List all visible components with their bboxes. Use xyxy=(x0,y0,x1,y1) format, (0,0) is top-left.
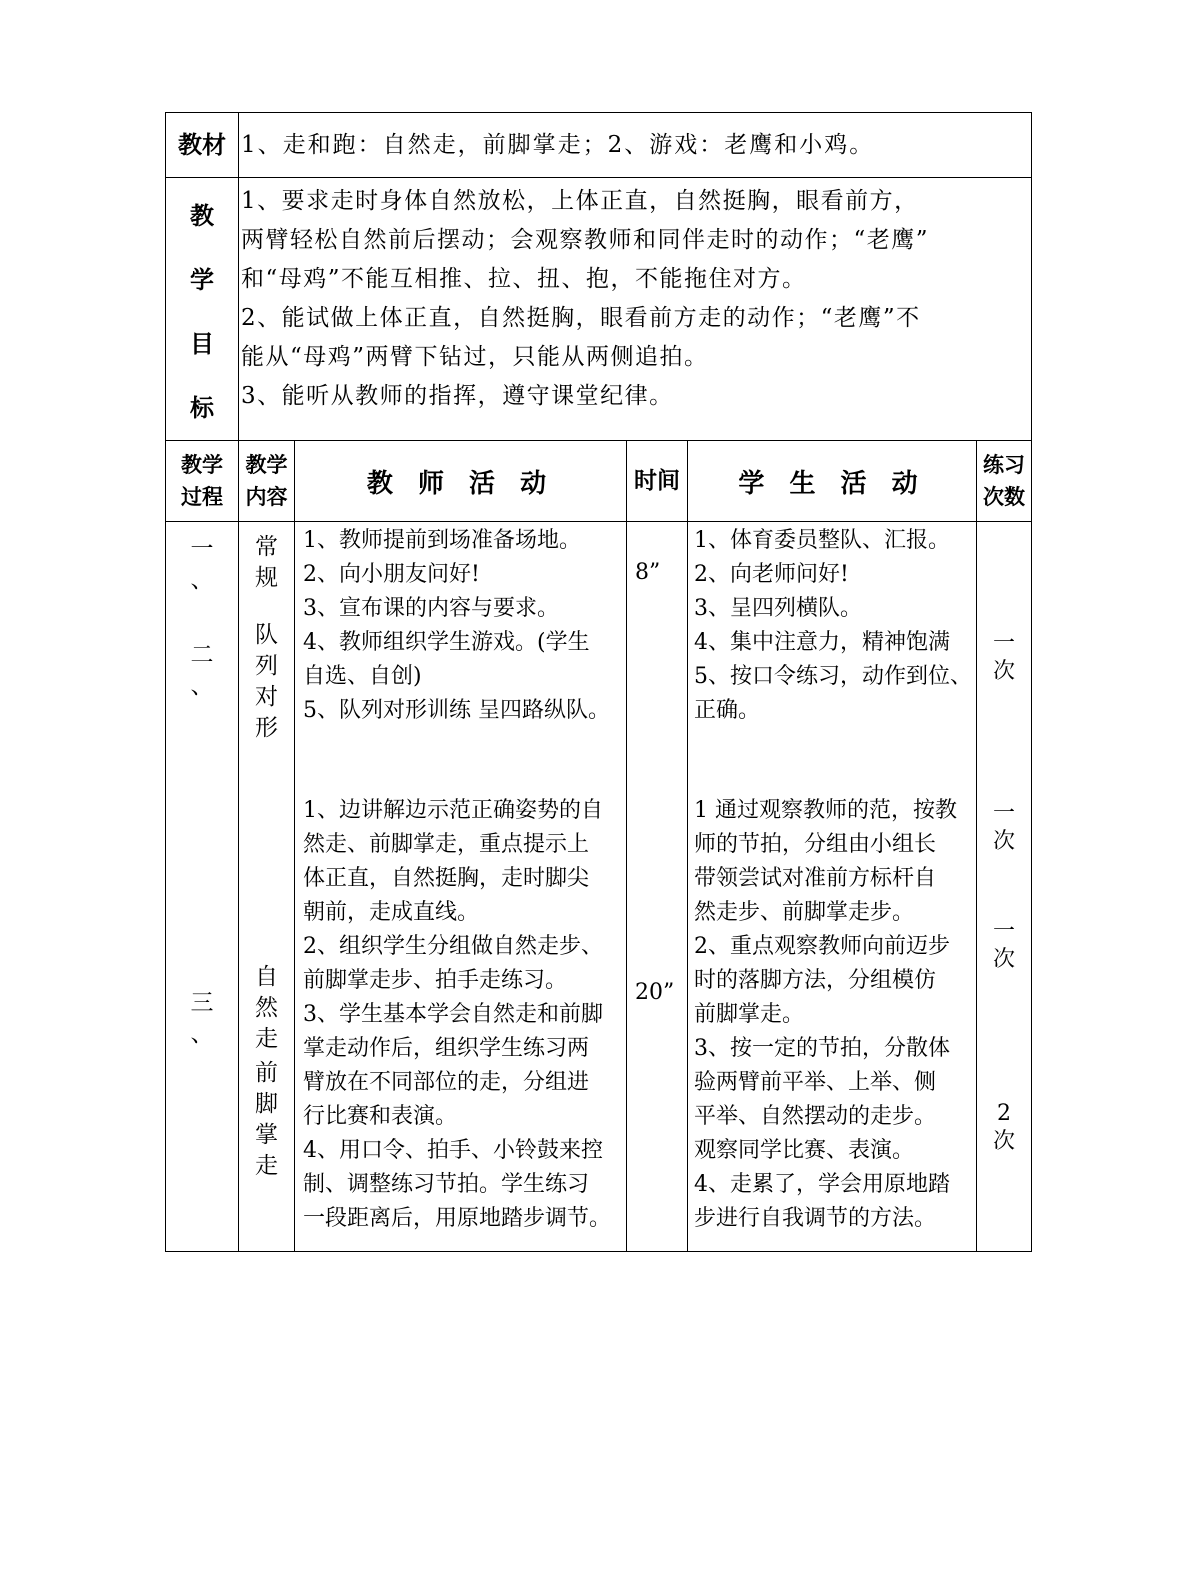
teacher-line: 2、向小朋友问好! xyxy=(303,562,480,587)
practice-char: 次 xyxy=(993,829,1016,854)
content-char: 自 xyxy=(255,964,278,990)
student-line: 2、向老师问好! xyxy=(694,562,849,587)
teacher-line: 4、用口令、拍手、小铃鼓来控 xyxy=(303,1138,603,1163)
stage-char: 一 xyxy=(190,536,214,562)
student-line: 验两臂前平举、上举、侧 xyxy=(694,1070,937,1095)
process-stages-cell xyxy=(166,522,239,1252)
header-text: 内容 xyxy=(245,485,288,509)
header-student-activity: 学 生 活 动 xyxy=(688,441,977,522)
teacher-line: 臂放在不同部位的走，分组进 xyxy=(303,1070,590,1095)
practice-char: 次 xyxy=(993,1129,1016,1154)
goal-line: 3、能听从教师的指挥，遵守课堂纪律。 xyxy=(241,383,674,409)
content-routine xyxy=(239,532,294,594)
teacher-line: 体正直，自然挺胸，走时脚尖 xyxy=(303,866,590,891)
practice-char: 2 xyxy=(997,1101,1012,1126)
content-char: 前 xyxy=(255,1060,278,1086)
stage-char: 、 xyxy=(190,673,214,699)
student-line: 然走步、前脚掌走步。 xyxy=(694,900,915,925)
time-cell xyxy=(627,522,688,1252)
time-value-2: 20” xyxy=(635,980,675,1005)
teaching-material-content: 1、走和跑：自然走，前脚掌走；2、游戏：老鹰和小鸡。 xyxy=(239,113,1032,178)
lesson-plan-table xyxy=(165,112,1032,1252)
teacher-line: 朝前，走成直线。 xyxy=(303,900,480,925)
header-teacher-activity: 教 师 活 动 xyxy=(295,441,627,522)
goal-line: 1、要求走时身体自然放松，上体正直，自然挺胸，眼看前方， xyxy=(241,188,919,214)
student-line: 正确。 xyxy=(694,698,761,723)
student-line: 3、呈四列横队。 xyxy=(694,596,862,621)
teacher-line: 1、教师提前到场准备场地。 xyxy=(303,528,581,553)
practice-char: 一 xyxy=(993,919,1016,944)
teacher-line: 掌走动作后，组织学生练习两 xyxy=(303,1036,590,1061)
teaching-material-row xyxy=(166,113,1032,178)
teaching-goals-content xyxy=(239,178,1032,441)
goal-label-char: 教 xyxy=(190,202,214,230)
content-char: 走 xyxy=(255,1153,278,1179)
student-line: 4、集中注意力，精神饱满 xyxy=(694,630,950,655)
practice-char: 次 xyxy=(993,947,1016,972)
practice-count-4 xyxy=(977,1100,1031,1156)
header-practice-count xyxy=(977,441,1032,522)
content-char: 列 xyxy=(255,653,278,679)
teaching-goals-label xyxy=(166,178,239,441)
content-char: 形 xyxy=(255,715,278,741)
content-char: 队 xyxy=(255,622,278,648)
stage-three xyxy=(166,988,238,1050)
teacher-line: 一段距离后，用原地踏步调节。 xyxy=(303,1206,612,1231)
header-teaching-process xyxy=(166,441,239,522)
teacher-activity-cell xyxy=(295,522,627,1252)
teacher-line: 行比赛和表演。 xyxy=(303,1104,458,1129)
goal-line: 能从“母鸡”两臂下钻过，只能从两侧追拍。 xyxy=(241,344,709,370)
student-line: 3、按一定的节拍，分散体 xyxy=(694,1036,950,1061)
student-line: 2、重点观察教师向前迈步 xyxy=(694,934,950,959)
student-line: 5、按口令练习，动作到位、 xyxy=(694,664,972,689)
teacher-line: 然走、前脚掌走，重点提示上 xyxy=(303,832,590,857)
content-char: 规 xyxy=(255,565,278,591)
stage-char: 三 xyxy=(190,990,214,1016)
goal-label-char: 标 xyxy=(190,394,214,422)
content-formation xyxy=(239,620,294,744)
stage-char: 、 xyxy=(190,1021,214,1047)
goal-line: 2、能试做上体正直，自然挺胸，眼看前方走的动作；“老鹰”不 xyxy=(241,305,921,331)
stage-char: 二 xyxy=(190,642,214,668)
header-text: 练习 xyxy=(983,453,1026,477)
content-char: 走 xyxy=(255,1026,278,1052)
teacher-line: 2、组织学生分组做自然走步、 xyxy=(303,934,603,959)
content-char: 对 xyxy=(255,684,278,710)
process-header-row xyxy=(166,441,1032,522)
header-text: 过程 xyxy=(181,485,223,509)
header-text: 教学 xyxy=(245,453,288,477)
teacher-line: 3、宣布课的内容与要求。 xyxy=(303,596,559,621)
practice-char: 次 xyxy=(993,659,1016,684)
student-line: 4、走累了，学会用原地踏 xyxy=(694,1172,950,1197)
content-forefoot-walk xyxy=(239,1058,294,1182)
student-line: 步进行自我调节的方法。 xyxy=(694,1206,937,1231)
practice-count-2 xyxy=(977,800,1031,856)
goal-line: 两臂轻松自然前后摆动；会观察教师和同伴走时的动作；“老鹰” xyxy=(241,227,930,253)
content-natural-walk xyxy=(239,962,294,1055)
student-line: 带领尝试对准前方标杆自 xyxy=(694,866,937,891)
practice-count-1 xyxy=(977,630,1031,686)
teacher-line: 5、队列对形训练 呈四路纵队。 xyxy=(303,698,610,723)
teacher-line: 制、调整练习节拍。学生练习 xyxy=(303,1172,590,1197)
content-char: 然 xyxy=(255,995,278,1021)
teaching-goals-row xyxy=(166,178,1032,441)
teaching-material-label: 教材 xyxy=(166,113,239,178)
goal-label-char: 目 xyxy=(190,330,214,358)
student-line: 师的节拍，分组由小组长 xyxy=(694,832,937,857)
content-char: 常 xyxy=(255,534,278,560)
time-value-1: 8” xyxy=(635,560,661,585)
student-line: 观察同学比赛、表演。 xyxy=(694,1138,915,1163)
header-text: 教学 xyxy=(181,453,223,477)
student-line: 时的落脚方法，分组模仿 xyxy=(694,968,937,993)
practice-char: 一 xyxy=(993,801,1016,826)
stage-one xyxy=(166,534,238,596)
teacher-line: 自选、自创) xyxy=(303,664,422,689)
teaching-content-cell xyxy=(239,522,295,1252)
goal-line: 和“母鸡”不能互相推、拉、扭、抱，不能拖住对方。 xyxy=(241,266,807,292)
student-line: 1、体育委员整队、汇报。 xyxy=(694,528,950,553)
goal-label-char: 学 xyxy=(190,266,214,294)
header-teaching-content xyxy=(239,441,295,522)
student-line: 平举、自然摆动的走步。 xyxy=(694,1104,937,1129)
content-char: 掌 xyxy=(255,1122,278,1148)
practice-char: 一 xyxy=(993,631,1016,656)
teacher-line: 3、学生基本学会自然走和前脚 xyxy=(303,1002,603,1027)
student-line: 前脚掌走。 xyxy=(694,1002,805,1027)
teacher-line: 1、边讲解边示范正确姿势的自 xyxy=(303,798,603,823)
teacher-line: 前脚掌走步、拍手走练习。 xyxy=(303,968,568,993)
content-char: 脚 xyxy=(255,1091,278,1117)
process-body-row xyxy=(166,522,1032,1252)
student-line: 1 通过观察教师的范，按教 xyxy=(694,798,957,823)
practice-count-cell xyxy=(977,522,1032,1252)
practice-count-3 xyxy=(977,918,1031,974)
student-activity-cell xyxy=(688,522,977,1252)
header-text: 次数 xyxy=(983,485,1026,509)
teacher-line: 4、教师组织学生游戏。(学生 xyxy=(303,630,590,655)
stage-two xyxy=(166,640,238,702)
stage-char: 、 xyxy=(190,567,214,593)
header-time: 时间 xyxy=(627,441,688,522)
